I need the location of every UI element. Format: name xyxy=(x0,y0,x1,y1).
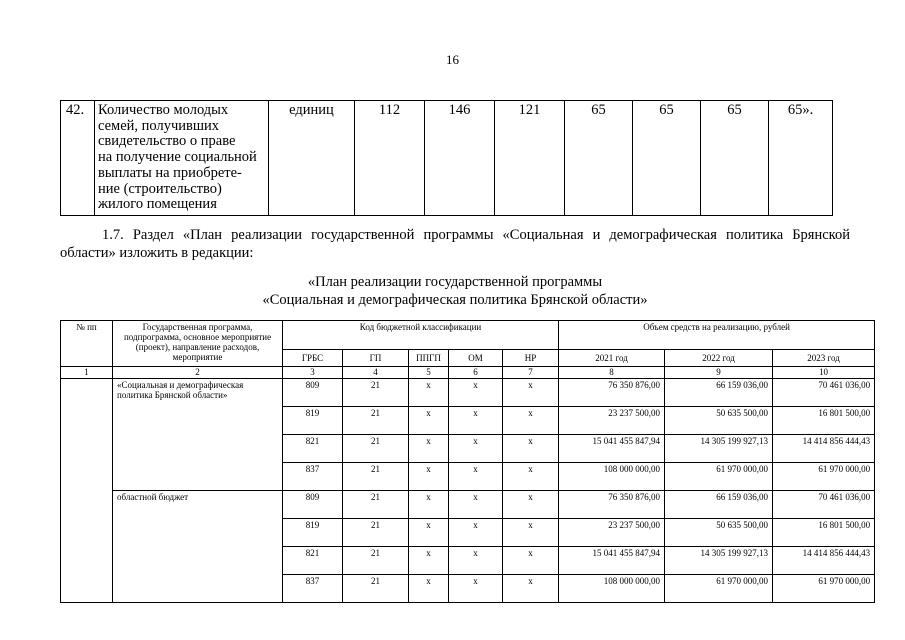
header-ppgp: ППГП xyxy=(409,350,449,367)
cell-grbs: 837 xyxy=(283,463,343,491)
cell-2021: 76 350 876,00 xyxy=(559,379,665,407)
indicator-name-line: Количество молодых xyxy=(98,102,229,118)
indicator-value: 65 xyxy=(565,101,633,216)
plan-table xyxy=(60,320,875,603)
plan-header-row xyxy=(61,321,875,350)
cell-2023: 70 461 036,00 xyxy=(773,379,875,407)
cell-grbs: 819 xyxy=(283,519,343,547)
indicator-name-line: семей, получивших xyxy=(98,117,220,134)
cell-2021: 108 000 000,00 xyxy=(559,463,665,491)
header-gp: ГП xyxy=(343,350,409,367)
cell-2023: 61 970 000,00 xyxy=(773,463,875,491)
cell-nr: х xyxy=(503,491,559,519)
cell-gp: 21 xyxy=(343,547,409,575)
cell-ppgp: х xyxy=(409,435,449,463)
cell-gp: 21 xyxy=(343,435,409,463)
indicator-value: 65». xyxy=(769,101,833,216)
cell-grbs: 821 xyxy=(283,435,343,463)
cell-2022: 14 305 199 927,13 xyxy=(665,547,773,575)
amendment-paragraph-text: 1.7. Раздел «План реализации государственной программы «Социальная и демографическая политика Брянской области» изложить в редакции: xyxy=(60,227,850,261)
cell-nr: х xyxy=(503,379,559,407)
cell-gp: 21 xyxy=(343,519,409,547)
cell-ppgp: х xyxy=(409,575,449,603)
cell-ppgp: х xyxy=(409,519,449,547)
indicator-name-line: выплаты на приобрете- xyxy=(98,164,242,181)
cell-2023: 14 414 856 444,43 xyxy=(773,435,875,463)
cell-gp: 21 xyxy=(343,575,409,603)
indicator-value: 65 xyxy=(633,101,701,216)
cell-om: х xyxy=(449,463,503,491)
cell-2022: 66 159 036,00 xyxy=(665,491,773,519)
indicator-name-line: ние (строительство) xyxy=(98,180,222,197)
indicator-unit: единиц xyxy=(269,101,355,216)
column-number-row xyxy=(61,367,875,379)
header-om: ОМ xyxy=(449,350,503,367)
indicator-name xyxy=(95,101,269,216)
cell-nr: х xyxy=(503,575,559,603)
cell-grbs: 809 xyxy=(283,491,343,519)
cell-2023: 16 801 500,00 xyxy=(773,407,875,435)
cell-2021: 15 041 455 847,94 xyxy=(559,547,665,575)
cell-2021: 108 000 000,00 xyxy=(559,575,665,603)
table-row xyxy=(61,491,875,519)
indicator-name-line: свидетельство о праве xyxy=(98,133,236,150)
column-number: 7 xyxy=(503,367,559,379)
cell-2021: 76 350 876,00 xyxy=(559,491,665,519)
column-number: 1 xyxy=(61,367,113,379)
header-num: № пп xyxy=(61,321,113,367)
cell-ppgp: х xyxy=(409,463,449,491)
cell-nr: х xyxy=(503,435,559,463)
cell-grbs: 809 xyxy=(283,379,343,407)
indicator-name-line: на получение социальной xyxy=(98,149,257,166)
indicator-value: 112 xyxy=(355,101,425,216)
cell-2023: 61 970 000,00 xyxy=(773,575,875,603)
budget-source-name: областной бюджет xyxy=(113,491,283,603)
cell-grbs: 837 xyxy=(283,575,343,603)
cell-ppgp: х xyxy=(409,547,449,575)
cell-2021: 15 041 455 847,94 xyxy=(559,435,665,463)
program-name: «Социальная и демографическая политика Брянской области» xyxy=(113,379,283,491)
indicator-table xyxy=(60,100,833,216)
cell-2023: 70 461 036,00 xyxy=(773,491,875,519)
cell-om: х xyxy=(449,435,503,463)
cell-om: х xyxy=(449,575,503,603)
plan-heading xyxy=(60,273,850,309)
header-2021: 2021 год xyxy=(559,350,665,367)
cell-nr: х xyxy=(503,463,559,491)
page-number: 16 xyxy=(446,52,459,67)
column-number: 9 xyxy=(665,367,773,379)
cell-gp: 21 xyxy=(343,407,409,435)
cell-om: х xyxy=(449,407,503,435)
indicator-name-line: жилого помещения xyxy=(98,196,217,213)
row-number-cell xyxy=(61,379,113,603)
cell-nr: х xyxy=(503,547,559,575)
plan-heading-line: «Социальная и демографическая политика Брянской области» xyxy=(262,292,648,308)
cell-2022: 66 159 036,00 xyxy=(665,379,773,407)
cell-2022: 14 305 199 927,13 xyxy=(665,435,773,463)
column-number: 6 xyxy=(449,367,503,379)
cell-om: х xyxy=(449,519,503,547)
column-number: 10 xyxy=(773,367,875,379)
column-number: 2 xyxy=(113,367,283,379)
cell-om: х xyxy=(449,379,503,407)
cell-om: х xyxy=(449,491,503,519)
header-funding: Объем средств на реализацию, рублей xyxy=(559,321,875,350)
cell-2022: 50 635 500,00 xyxy=(665,407,773,435)
cell-ppgp: х xyxy=(409,407,449,435)
cell-2022: 61 970 000,00 xyxy=(665,575,773,603)
cell-2022: 61 970 000,00 xyxy=(665,463,773,491)
cell-2023: 14 414 856 444,43 xyxy=(773,547,875,575)
cell-2021: 23 237 500,00 xyxy=(559,407,665,435)
cell-grbs: 819 xyxy=(283,407,343,435)
cell-gp: 21 xyxy=(343,463,409,491)
cell-nr: х xyxy=(503,519,559,547)
cell-gp: 21 xyxy=(343,379,409,407)
indicator-number: 42. xyxy=(61,101,95,216)
amendment-paragraph xyxy=(60,227,850,262)
indicator-value: 121 xyxy=(495,101,565,216)
indicator-row xyxy=(61,101,833,216)
cell-gp: 21 xyxy=(343,491,409,519)
cell-2021: 23 237 500,00 xyxy=(559,519,665,547)
column-number: 3 xyxy=(283,367,343,379)
column-number: 8 xyxy=(559,367,665,379)
cell-ppgp: х xyxy=(409,491,449,519)
column-number: 5 xyxy=(409,367,449,379)
indicator-value: 65 xyxy=(701,101,769,216)
header-budget-code: Код бюджетной классификации xyxy=(283,321,559,350)
column-number: 4 xyxy=(343,367,409,379)
cell-2022: 50 635 500,00 xyxy=(665,519,773,547)
table-row xyxy=(61,379,875,407)
cell-grbs: 821 xyxy=(283,547,343,575)
header-2022: 2022 год xyxy=(665,350,773,367)
header-2023: 2023 год xyxy=(773,350,875,367)
cell-nr: х xyxy=(503,407,559,435)
cell-2023: 16 801 500,00 xyxy=(773,519,875,547)
plan-heading-line: «План реализации государственной программы xyxy=(307,274,603,290)
header-program: Государственная программа, подпрограмма, основное мероприятие (проект), направление расходов, мероприятие xyxy=(113,321,283,367)
header-nr: НР xyxy=(503,350,559,367)
cell-ppgp: х xyxy=(409,379,449,407)
indicator-value: 146 xyxy=(425,101,495,216)
header-grbs: ГРБС xyxy=(283,350,343,367)
cell-om: х xyxy=(449,547,503,575)
